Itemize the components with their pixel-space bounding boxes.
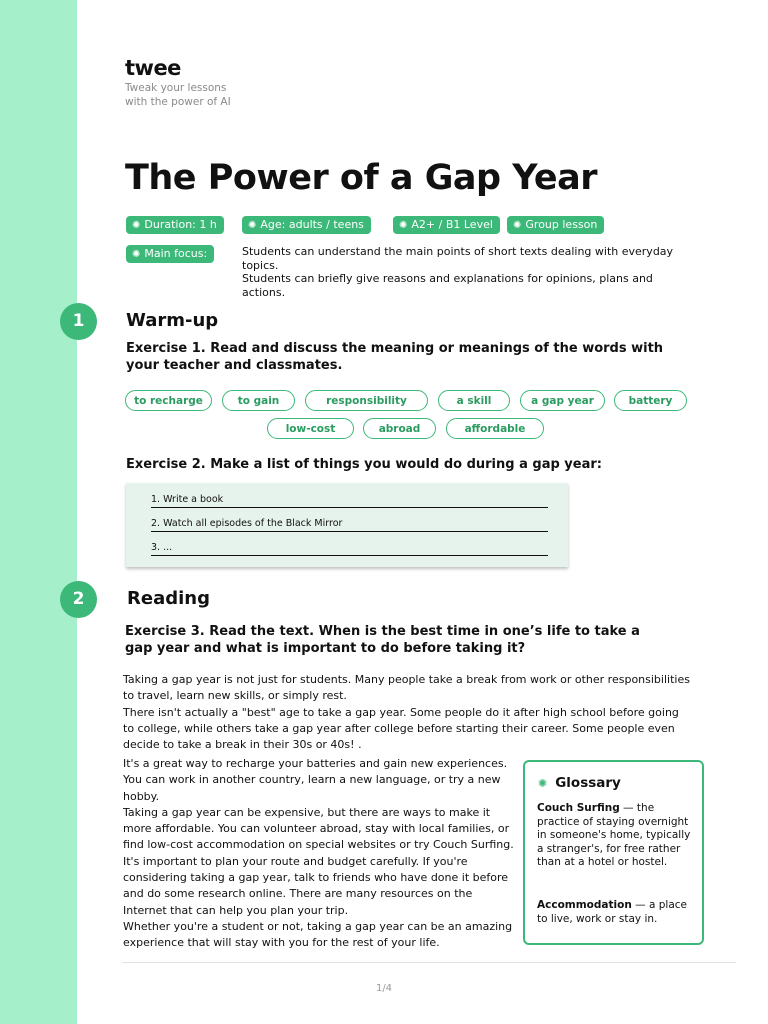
glossary-definition: — the practice of staying overnight in someone's home, typically a stranger's, for free rather than at a hotel or hostel. bbox=[537, 802, 691, 868]
exercise-2-title: Exercise 2. Make a list of things you would do during a gap year: bbox=[126, 457, 602, 472]
list-item: 1. Write a book bbox=[151, 493, 548, 508]
section-title-reading: Reading bbox=[127, 588, 210, 609]
reading-paragraph: Taking a gap year can be expensive, but there are ways to make it more affordable. You can volunteer abroad, stay with local families, or find low-cost accommodation on special websites or try Couch Surfing. bbox=[123, 805, 514, 852]
reading-paragraph: It's a great way to recharge your batteries and gain new experiences. You can work in another country, learn a new language, or try a new hobby. bbox=[123, 757, 508, 803]
main-focus-text bbox=[242, 245, 692, 299]
brand-tagline bbox=[125, 81, 265, 109]
section-number-badge: 2 bbox=[60, 581, 97, 618]
word-chip: to gain bbox=[222, 390, 295, 411]
sparkle-icon: ✺ bbox=[513, 220, 522, 231]
tagline-line-1: Tweak your lessons bbox=[125, 82, 227, 94]
tag-age bbox=[242, 216, 371, 234]
glossary-term: Couch Surfing bbox=[537, 802, 620, 814]
tagline-line-2: with the power of AI bbox=[125, 96, 231, 108]
tag-label: Duration: 1 h bbox=[144, 218, 217, 231]
list-item: 2. Watch all episodes of the Black Mirror bbox=[151, 517, 548, 532]
tag-level bbox=[393, 216, 500, 234]
tag-label: Main focus: bbox=[144, 247, 208, 260]
footer-divider bbox=[122, 962, 736, 963]
exercise-3-title: Exercise 3. Read the text. When is the best time in one’s life to take a gap year and what is important to do before taking it? bbox=[125, 624, 640, 656]
glossary-heading bbox=[538, 775, 621, 791]
sparkle-icon: ✺ bbox=[132, 220, 141, 231]
word-chip: low-cost bbox=[267, 418, 354, 439]
tag-label: A2+ / B1 Level bbox=[411, 218, 493, 231]
reading-text-top bbox=[123, 672, 693, 753]
focus-line-1: Students can understand the main points of short texts dealing with everyday topics. bbox=[242, 245, 674, 272]
glossary-entry-accommodation bbox=[537, 899, 697, 926]
reading-paragraph: There isn't actually a "best" age to take a gap year. Some people do it after high school before going to college, while others take a gap year after college before starting their career. Some people even decide to take a break in their 30s or 40s! . bbox=[123, 705, 679, 752]
page-title: The Power of a Gap Year bbox=[125, 158, 598, 198]
reading-paragraph: Whether you're a student or not, taking a gap year can be an amazing experience that will stay with you for the rest of your life. bbox=[123, 919, 513, 950]
glossary-box bbox=[523, 760, 704, 945]
sparkle-icon: ✺ bbox=[132, 249, 141, 260]
reading-paragraph: It's important to plan your route and budget carefully. If you're considering taking a gap year, talk to friends who have done it before and do some research online. There are many resources on the Internet that can help you plan your trip. bbox=[123, 854, 509, 917]
exercise-1-title: Exercise 1. Read and discuss the meaning or meanings of the words with your teacher and classmates. bbox=[126, 341, 664, 373]
list-item: 3. ... bbox=[151, 541, 548, 556]
page-number: 1/4 bbox=[375, 983, 393, 994]
sparkle-icon: ✺ bbox=[248, 220, 257, 231]
sparkle-icon: ✺ bbox=[399, 220, 408, 231]
word-chip: a skill bbox=[438, 390, 510, 411]
word-chip: affordable bbox=[446, 418, 544, 439]
tag-label: Age: adults / teens bbox=[260, 218, 364, 231]
word-chip: battery bbox=[614, 390, 687, 411]
reading-text-bottom bbox=[123, 756, 518, 952]
word-chip: responsibility bbox=[305, 390, 428, 411]
focus-line-2: Students can briefly give reasons and explanations for opinions, plans and actions. bbox=[242, 272, 653, 299]
sparkle-icon: ✺ bbox=[538, 777, 548, 790]
tag-group-lesson bbox=[507, 216, 604, 234]
gap-year-list-box bbox=[126, 483, 568, 567]
word-chip: a gap year bbox=[520, 390, 605, 411]
section-title-warmup: Warm-up bbox=[126, 310, 219, 331]
glossary-entry-couch-surfing bbox=[537, 802, 697, 870]
brand-logo: twee bbox=[125, 56, 181, 80]
word-chip: abroad bbox=[363, 418, 436, 439]
word-chip: to recharge bbox=[125, 390, 212, 411]
tag-duration bbox=[126, 216, 224, 234]
tag-main-focus bbox=[126, 245, 214, 263]
reading-paragraph: Taking a gap year is not just for students. Many people take a break from work or other responsibilities to travel, learn new skills, or simply rest. bbox=[123, 673, 690, 703]
section-number-badge: 1 bbox=[60, 303, 97, 340]
glossary-title: Glossary bbox=[555, 775, 621, 791]
glossary-definition: — a place to live, work or stay in. bbox=[537, 899, 687, 925]
left-sidebar-band bbox=[0, 0, 77, 1024]
tag-label: Group lesson bbox=[525, 218, 598, 231]
glossary-term: Accommodation bbox=[537, 899, 632, 911]
